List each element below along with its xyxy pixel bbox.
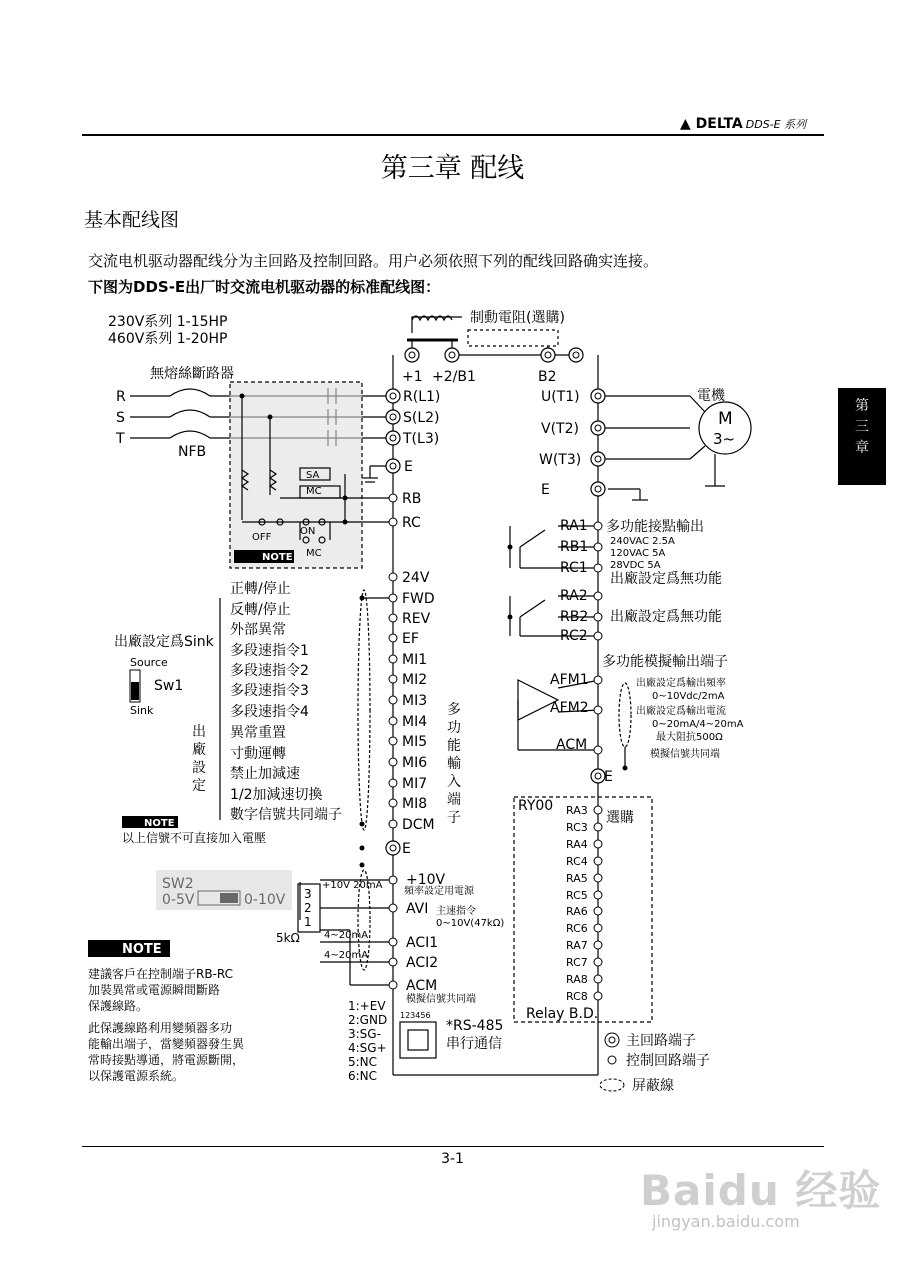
terminal-plus1: +1: [402, 369, 423, 385]
terminal-afm1: AFM1: [550, 672, 589, 688]
terminal-v-t2: V(T2): [541, 421, 579, 437]
terminal-rb2: RB2: [560, 609, 589, 625]
note-badge-text: NOTE: [122, 942, 162, 957]
footer-rule: [82, 1146, 824, 1147]
terminal-ra1: RA1: [560, 518, 588, 534]
terminal-s-l2: S(L2): [403, 410, 440, 426]
intro-line-1: 交流电机驱动器配线分为主回路及控制回路。用户必须依照下列的配线回路确实连接。: [88, 252, 659, 270]
sink-setting-note: 出廠設定爲Sink: [114, 634, 214, 650]
label-dcm: 數字信號共同端子: [230, 807, 342, 823]
terminal-rb: RB: [402, 491, 422, 507]
terminal-rc: RC: [402, 515, 421, 531]
factory-char: 廠: [192, 742, 206, 758]
rs485-pin: 6:NC: [348, 1069, 378, 1083]
intro-line-2: 下图为DDS-E出厂时交流电机驱动器的标准配线图：: [88, 278, 441, 296]
multi-input-char: 輸: [447, 756, 461, 772]
terminal-mi3: MI3: [402, 693, 428, 709]
terminal-rb1: RB1: [560, 539, 589, 555]
series-name: DDS-E 系列: [745, 118, 807, 131]
afm2-desc: 0~20mA/4~20mA: [652, 719, 744, 730]
terminal-e-output: E: [541, 482, 550, 498]
terminal-w-t3: W(T3): [539, 452, 582, 468]
line-r: R: [116, 389, 126, 405]
motor-m: M: [718, 409, 733, 429]
aci1-ma: 4~20mA: [324, 930, 369, 941]
note-text: 以保護電源系統。: [88, 1069, 185, 1083]
terminal-r-l1: R(L1): [403, 389, 441, 405]
afm2-desc: 出廠設定爲輸出電流: [636, 706, 726, 717]
avi-desc-2: 0~10V(47kΩ): [436, 918, 505, 929]
label-ef: 外部異常: [230, 622, 286, 638]
terminal-rc4: RC4: [566, 855, 588, 868]
off-label: OFF: [252, 532, 272, 543]
terminal-rc7: RC7: [566, 956, 588, 969]
nfb-label: NFB: [178, 444, 207, 460]
side-tab-char: 第: [855, 398, 869, 414]
analog-out-title: 多功能模擬輸出端子: [602, 654, 728, 670]
note-badge-text: NOTE: [262, 552, 293, 563]
terminal-mi7: MI7: [402, 776, 428, 792]
factory-char: 定: [192, 778, 206, 794]
terminal-acm-out: ACM: [556, 737, 588, 753]
terminal-ra8: RA8: [566, 973, 588, 986]
terminal-avi: AVI: [406, 901, 429, 917]
model-460v: 460V系列 1-20HP: [108, 331, 228, 347]
note-text: 加裝異常或電源瞬間斷路: [88, 983, 221, 997]
terminal-e-afm: E: [604, 769, 613, 785]
multi-input-char: 端: [447, 792, 461, 808]
rs485-pin: 5:NC: [348, 1055, 378, 1069]
terminal-ra6: RA6: [566, 905, 588, 918]
line-t: T: [116, 431, 125, 447]
factory-char: 設: [192, 760, 206, 776]
plus10-note: +10V 20mA: [322, 880, 383, 891]
avi-desc-1: 主速指令: [436, 906, 476, 917]
rs485-pins-header: 123456: [400, 1011, 431, 1020]
mc-label-2: MC: [306, 548, 322, 559]
relay-board-name: RY00: [518, 798, 554, 814]
sa-label: SA: [306, 470, 320, 481]
note-text: 保護線路。: [88, 999, 149, 1013]
terminal-dcm: DCM: [402, 817, 435, 833]
terminal-afm2: AFM2: [550, 700, 589, 716]
note-badge-text: NOTE: [144, 818, 175, 829]
terminal-mi2: MI2: [402, 672, 428, 688]
baidu-watermark-logo: Baidu 经验: [640, 1166, 882, 1215]
side-tab-char: 章: [855, 440, 869, 456]
sw2-panel: [156, 870, 292, 910]
relay1-rating: 120VAC 5A: [610, 548, 666, 559]
chapter-title: 第三章 配线: [380, 153, 525, 184]
rs485-label: *RS-485: [446, 1018, 504, 1034]
legend-shielded-wire: 屏蔽線: [632, 1078, 674, 1094]
acm-desc: 模擬信號共同端: [406, 994, 476, 1005]
rs485-pin: 4:SG+: [348, 1041, 387, 1055]
terminal-e: E: [404, 459, 413, 475]
terminal-acm: ACM: [406, 978, 438, 994]
sw1-label: Sw1: [154, 678, 184, 694]
terminal-rc6: RC6: [566, 922, 588, 935]
note-badge: [234, 550, 294, 563]
rs485-pin: 3:SG-: [348, 1027, 381, 1041]
breaker-label: 無熔絲斷路器: [150, 366, 234, 382]
label-mi6: 寸動運轉: [230, 746, 286, 762]
rs485-pin: 2:GND: [348, 1013, 388, 1027]
label-fwd: 正轉/停止: [230, 581, 291, 597]
terminal-mi5: MI5: [402, 734, 428, 750]
terminal-rev: REV: [402, 611, 431, 627]
pot-value: 5kΩ: [276, 931, 300, 945]
terminal-mi1: MI1: [402, 652, 428, 668]
terminal-ra2: RA2: [560, 588, 588, 604]
brake-resistor-label: 制動電阻(選購): [470, 310, 565, 326]
terminal-aci1: ACI1: [406, 935, 439, 951]
pot-pin-1: 1: [304, 915, 312, 929]
factory-char: 出: [192, 724, 206, 740]
terminal-t-l3: T(L3): [403, 431, 440, 447]
terminal-plus2-b1: +2/B1: [432, 369, 476, 385]
rs485-pin: 1:+EV: [348, 999, 386, 1013]
model-230v: 230V系列 1-15HP: [108, 314, 228, 330]
label-mi3: 多段速指令3: [230, 683, 309, 699]
multi-input-char: 能: [447, 738, 461, 754]
legend-main-circuit: 主回路端子: [626, 1033, 696, 1049]
side-tab-char: 三: [855, 419, 869, 435]
terminal-plus10v: +10V: [406, 872, 446, 888]
terminal-rc2: RC2: [560, 628, 588, 644]
terminal-ra4: RA4: [566, 838, 588, 851]
motor-3phase: 3~: [713, 430, 736, 448]
delta-logo-icon: ▲: [680, 116, 691, 132]
label-mi2: 多段速指令2: [230, 663, 309, 679]
note-text: 此保護線路利用變頻器多功: [88, 1021, 233, 1035]
terminal-rc8: RC8: [566, 990, 588, 1003]
relay1-rating: 240VAC 2.5A: [610, 536, 675, 547]
terminal-b2: B2: [538, 369, 557, 385]
section-title: 基本配线图: [84, 209, 180, 231]
brand-name: DELTA: [695, 116, 743, 132]
multi-input-char: 功: [447, 720, 461, 736]
label-mi8: 1/2加減速切換: [230, 787, 323, 803]
terminal-mi6: MI6: [402, 755, 428, 771]
afm1-desc: 0~10Vdc/2mA: [652, 691, 725, 702]
note-text: 能輸出端子，當變頻器發生異: [88, 1037, 245, 1051]
label-rev: 反轉/停止: [230, 602, 291, 618]
multi-input-char: 多: [447, 702, 461, 718]
relay1-rating: 28VDC 5A: [610, 560, 661, 571]
terminal-ef: EF: [402, 631, 419, 647]
sw1-slider: [131, 682, 139, 700]
label-mi5: 異常重置: [230, 725, 286, 741]
label-mi7: 禁止加減速: [230, 766, 300, 782]
note-badge: [122, 816, 178, 829]
relay2-default: 出廠設定爲無功能: [610, 609, 722, 625]
no-voltage-note: 以上信號不可直接加入電壓: [122, 831, 267, 845]
label-mi1: 多段速指令1: [230, 643, 309, 659]
note-text: 常時接點導通，將電源斷開，: [88, 1053, 245, 1067]
baidu-watermark-url: jingyan.baidu.com: [652, 1212, 800, 1231]
note-text: 建議客戶在控制端子RB-RC: [88, 967, 234, 981]
sw1-source: Source: [130, 656, 168, 669]
acm-out-desc: 模擬信號共同端: [650, 749, 720, 760]
terminal-fwd: FWD: [402, 591, 435, 607]
plus10-desc: 頻率設定用電源: [404, 886, 474, 897]
terminal-rc5: RC5: [566, 889, 588, 902]
relay-bd-label: Relay B.D.: [526, 1006, 599, 1022]
terminal-ra3: RA3: [566, 804, 588, 817]
label-mi4: 多段速指令4: [230, 704, 309, 720]
optional-label: 選購: [606, 810, 634, 826]
sw1-sink: Sink: [130, 704, 154, 717]
terminal-e-control: E: [402, 841, 411, 857]
terminal-rc1: RC1: [560, 560, 588, 576]
rs485-desc: 串行通信: [446, 1036, 502, 1052]
note-badge: [88, 940, 170, 957]
multi-input-char: 子: [447, 810, 461, 826]
terminal-aci2: ACI2: [406, 955, 439, 971]
multi-input-char: 入: [447, 774, 461, 790]
terminal-u-t1: U(T1): [541, 389, 580, 405]
pot-pin-3: 3: [304, 887, 312, 901]
afm2-desc: 最大阻抗500Ω: [656, 732, 723, 743]
motor-label: 電機: [697, 388, 725, 404]
page-number: 3-1: [441, 1151, 464, 1167]
aci2-ma: 4~20mA: [324, 950, 369, 961]
mc-label: MC: [306, 486, 322, 497]
relay1-default: 出廠設定爲無功能: [610, 571, 722, 587]
afm1-desc: 出廠設定爲輸出頻率: [636, 678, 726, 689]
terminal-ra5: RA5: [566, 872, 588, 885]
relay1-title: 多功能接點輸出: [606, 519, 704, 535]
terminal-ra7: RA7: [566, 939, 588, 952]
terminal-mi8: MI8: [402, 796, 428, 812]
terminal-mi4: MI4: [402, 714, 428, 730]
pot-pin-2: 2: [304, 901, 312, 915]
on-label: ON: [300, 526, 316, 537]
line-s: S: [116, 410, 125, 426]
terminal-24v: 24V: [402, 570, 430, 586]
terminal-rc3: RC3: [566, 821, 588, 834]
legend-control-circuit: 控制回路端子: [626, 1053, 710, 1069]
